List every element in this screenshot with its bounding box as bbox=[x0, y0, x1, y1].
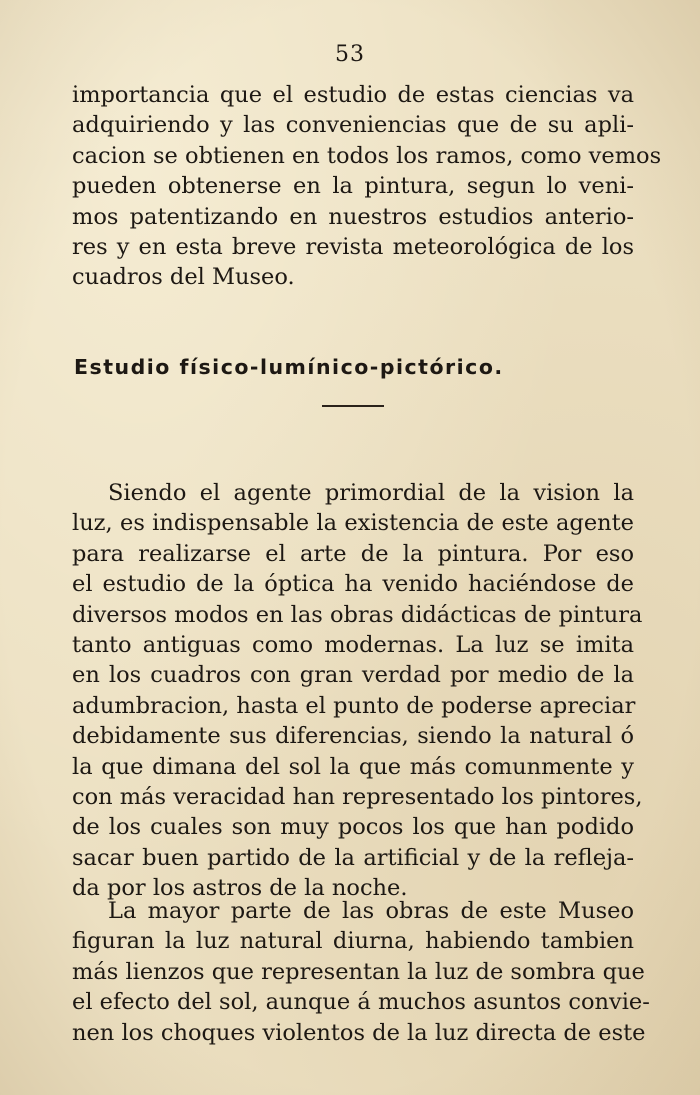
text-line: con más veracidad han representado los pintores, bbox=[72, 783, 643, 810]
text-line: de los cuales son muy pocos los que han podido bbox=[72, 814, 634, 841]
text-line: La mayor parte de las obras de este Museo bbox=[108, 898, 634, 924]
text-line: cacion se obtienen en todos los ramos, como vemos bbox=[72, 142, 662, 169]
text-line: el efecto del sol, aunque á muchos asuntos convie- bbox=[72, 989, 650, 1016]
page-number: 53 bbox=[335, 42, 365, 67]
text-line: Siendo el agente primordial de la vision la bbox=[108, 480, 634, 506]
text-line: mos patentizando en nuestros estudios anterio- bbox=[72, 203, 634, 230]
text-line: la que dimana del sol la que más comunmente y bbox=[72, 753, 634, 780]
text-line: nen los choques violentos de la luz directa de este bbox=[72, 1019, 646, 1046]
text-line: tanto antiguas como modernas. La luz se imita bbox=[72, 631, 634, 658]
text-line: en los cuadros con gran verdad por medio de la bbox=[72, 662, 634, 689]
text-line: adumbracion, hasta el punto de poderse apreciar bbox=[72, 692, 636, 719]
text-line: el estudio de la óptica ha venido haciéndose de bbox=[72, 571, 634, 598]
text-line: diversos modos en las obras didácticas de pintura bbox=[72, 601, 643, 628]
section-heading: Estudio físico-lumínico-pictórico. bbox=[74, 355, 504, 379]
text-line: figuran la luz natural diurna, habiendo tambien bbox=[72, 928, 634, 955]
text-line: cuadros del Museo. bbox=[72, 264, 295, 291]
text-line: debidamente sus diferencias, siendo la natural ó bbox=[72, 723, 634, 750]
text-line: res y en esta breve revista meteorológica de los bbox=[72, 233, 634, 260]
text-line: importancia que el estudio de estas ciencias va bbox=[72, 82, 634, 108]
text-line: más lienzos que representan la luz de sombra que bbox=[72, 958, 645, 985]
text-line: adquiriendo y las conveniencias que de su apli- bbox=[72, 112, 634, 139]
text-line: pueden obtenerse en la pintura, segun lo veni- bbox=[72, 173, 634, 200]
text-line: da por los astros de la noche. bbox=[72, 875, 408, 902]
text-line: para realizarse el arte de la pintura. Por eso bbox=[72, 540, 634, 567]
text-line: sacar buen partido de la artificial y de la refleja- bbox=[72, 844, 634, 871]
intro-paragraph bbox=[72, 80, 662, 293]
section-divider bbox=[322, 405, 384, 407]
text-line: luz, es indispensable la existencia de este agente bbox=[72, 510, 634, 537]
body-paragraph-2 bbox=[72, 896, 650, 1048]
body-paragraph-1 bbox=[72, 478, 643, 903]
